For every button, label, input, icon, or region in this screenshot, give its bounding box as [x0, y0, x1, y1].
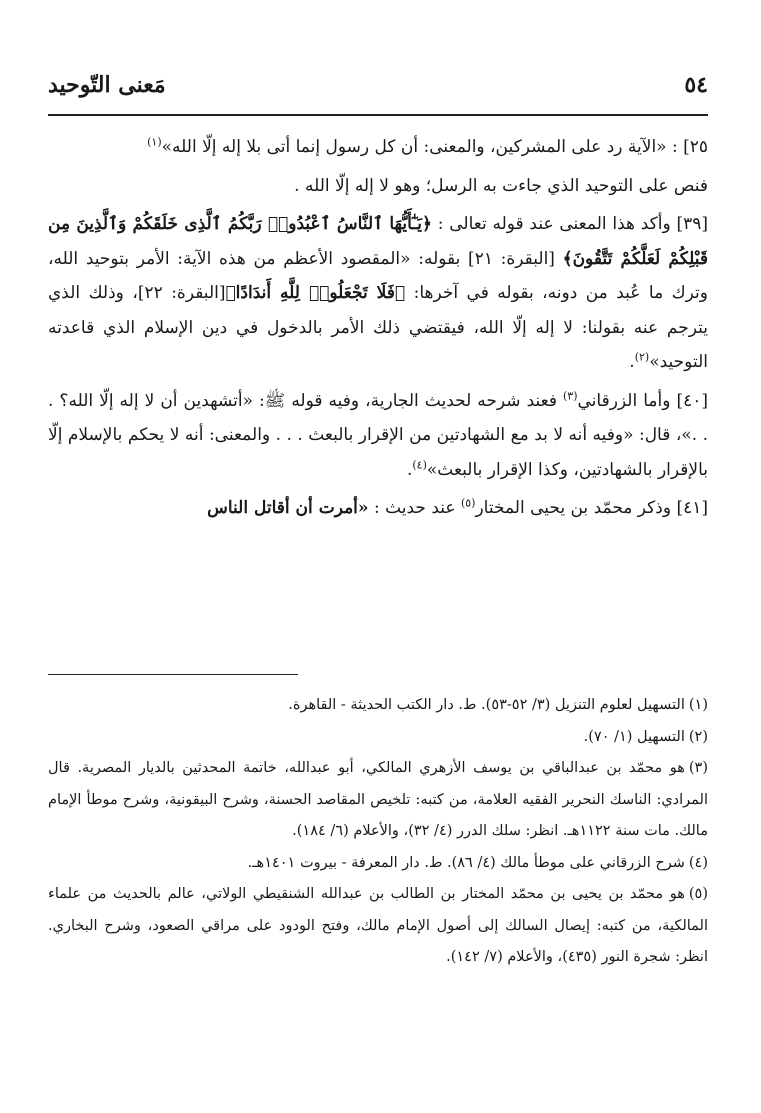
- footnote-ref[interactable]: (٥): [460, 496, 476, 510]
- footnote: (٤)شرح الزرقاني على موطأ مالك (٤/ ٨٦). ط. دار المعرفة - بيروت ١٤٠١هـ.: [247, 854, 708, 871]
- footnote-number: (٥): [688, 886, 708, 902]
- footnotes: [48, 690, 708, 974]
- footnote: (٢)التسهيل (١/ ٧٠).: [583, 728, 708, 745]
- header-divider: [48, 114, 708, 116]
- paragraph-3: [٣٩] وأكد هذا المعنى عند قوله تعالى : ﴿يَـٰٓأَيُّهَا ٱلنَّاسُ ٱعْبُدُوا۟ رَبَّكُمُ ٱلَّذِى خَلَقَكُمْ وَٱلَّذِينَ مِن قَبْلِكُمْ لَعَلَّكُمْ تَتَّقُونَ﴾ [البقرة: ٢١] بقوله: «المقصود الأعظم من هذه الآية: الأمر بتوحيد الله، وترك ما عُبد من دونه، بقوله في آخرها: ﴿فَلَا تَجْعَلُوا۟ لِلَّهِ أَندَادًا﴾[البقرة: ٢٢]، وذلك الذي يترجم عنه بقولنا: لا إله إلّا الله، فيقتضي ذلك الأمر بالدخول في دين الإسلام الذي قاعدته التوحيد»$^{(٢)}$.: [48, 214, 708, 372]
- footnote-ref[interactable]: (١): [147, 135, 162, 149]
- footnote-number: (١): [688, 697, 708, 713]
- quran-verse: ﴿فَلَا تَجْعَلُوا۟ لِلَّهِ أَندَادًا﴾: [225, 283, 406, 303]
- footnote-ref[interactable]: (٣): [562, 388, 578, 402]
- page-number: ٥٤: [684, 72, 708, 98]
- footnote-ref[interactable]: (٢): [634, 350, 650, 364]
- footnote-divider: [48, 674, 298, 675]
- paragraph-2: فنص على التوحيد الذي جاءت به الرسل؛ وهو لا إله إلّا الله .: [294, 175, 708, 196]
- footnote: (٥)هو محمّد بن يحيى بن محمّد المختار بن الطالب بن عبدالله الشنقيطي الولاتي، عالم بالحديث من علماء المالكية، من كتبه: إيصال السالك إلى أصول الإمام مالك، وفتح الودود على مراقي الصعود، وشرح البخاري. انظر: شجرة النور (٤٣٥)، والأعلام (٧/ ١٤٢).: [48, 886, 708, 965]
- footnote-number: (٣): [688, 760, 708, 776]
- footnote: (١)التسهيل لعلوم التنزيل (٣/ ٥٢-٥٣). ط. دار الكتب الحديثة - القاهرة.: [288, 697, 708, 713]
- page-header: [48, 72, 708, 108]
- hadith-quote: «أمرت أن أقاتل الناس: [207, 498, 369, 518]
- footnote-number: (٤): [688, 854, 708, 871]
- footnote: (٣)هو محمّد بن عبدالباقي بن يوسف الأزهري المالكي، أبو عبدالله، خاتمة المحدثين بالديار المصرية. قال المرادي: الناسك النحرير الفقيه العلامة، من كتبه: تلخيص المقاصد الحسنة، وشرح البيقونية، وشرح موطأ الإمام مالك. مات سنة ١١٢٢هـ. انظر: سلك الدرر (٤/ ٣٢)، والأعلام (٦/ ١٨٤).: [48, 760, 708, 839]
- quran-verse: ﴿يَـٰٓأَيُّهَا ٱلنَّاسُ ٱعْبُدُوا۟ رَبَّكُمُ ٱلَّذِى خَلَقَكُمْ وَٱلَّذِينَ مِن قَبْلِكُمْ لَعَلَّكُمْ تَتَّقُونَ﴾: [48, 214, 708, 269]
- paragraph-5: [٤١] وذكر محمّد بن يحيى المختار$^{(٥)}$ عند حديث : «أمرت أن أقاتل الناس: [207, 496, 708, 518]
- running-title: مَعنى التّوحيد: [48, 72, 166, 98]
- main-text: [48, 130, 708, 530]
- book-page: [48, 0, 708, 1113]
- paragraph-4: [٤٠] وأما الزرقاني$^{(٣)}$ فعند شرحه لحديث الجارية، وفيه قوله ﷺ: «أتشهدين أن لا إله إلّا الله؟ . . .»، قال: «وفيه أنه لا بد مع الشهادتين من الإقرار بالبعث . . . والمعنى: أنه لا يحكم بالإسلام إلّا بالإقرار بالشهادتين، وكذا الإقرار بالبعث»$^{(٤)}$.: [48, 388, 709, 480]
- footnote-ref[interactable]: (٤): [412, 457, 427, 471]
- footnote-number: (٢): [688, 728, 708, 745]
- paragraph-1: ٢٥] : «الآية رد على المشركين، والمعنى: أن كل رسول إنما أتى بلا إله إلّا الله»$^{(١)}$: [147, 135, 708, 157]
